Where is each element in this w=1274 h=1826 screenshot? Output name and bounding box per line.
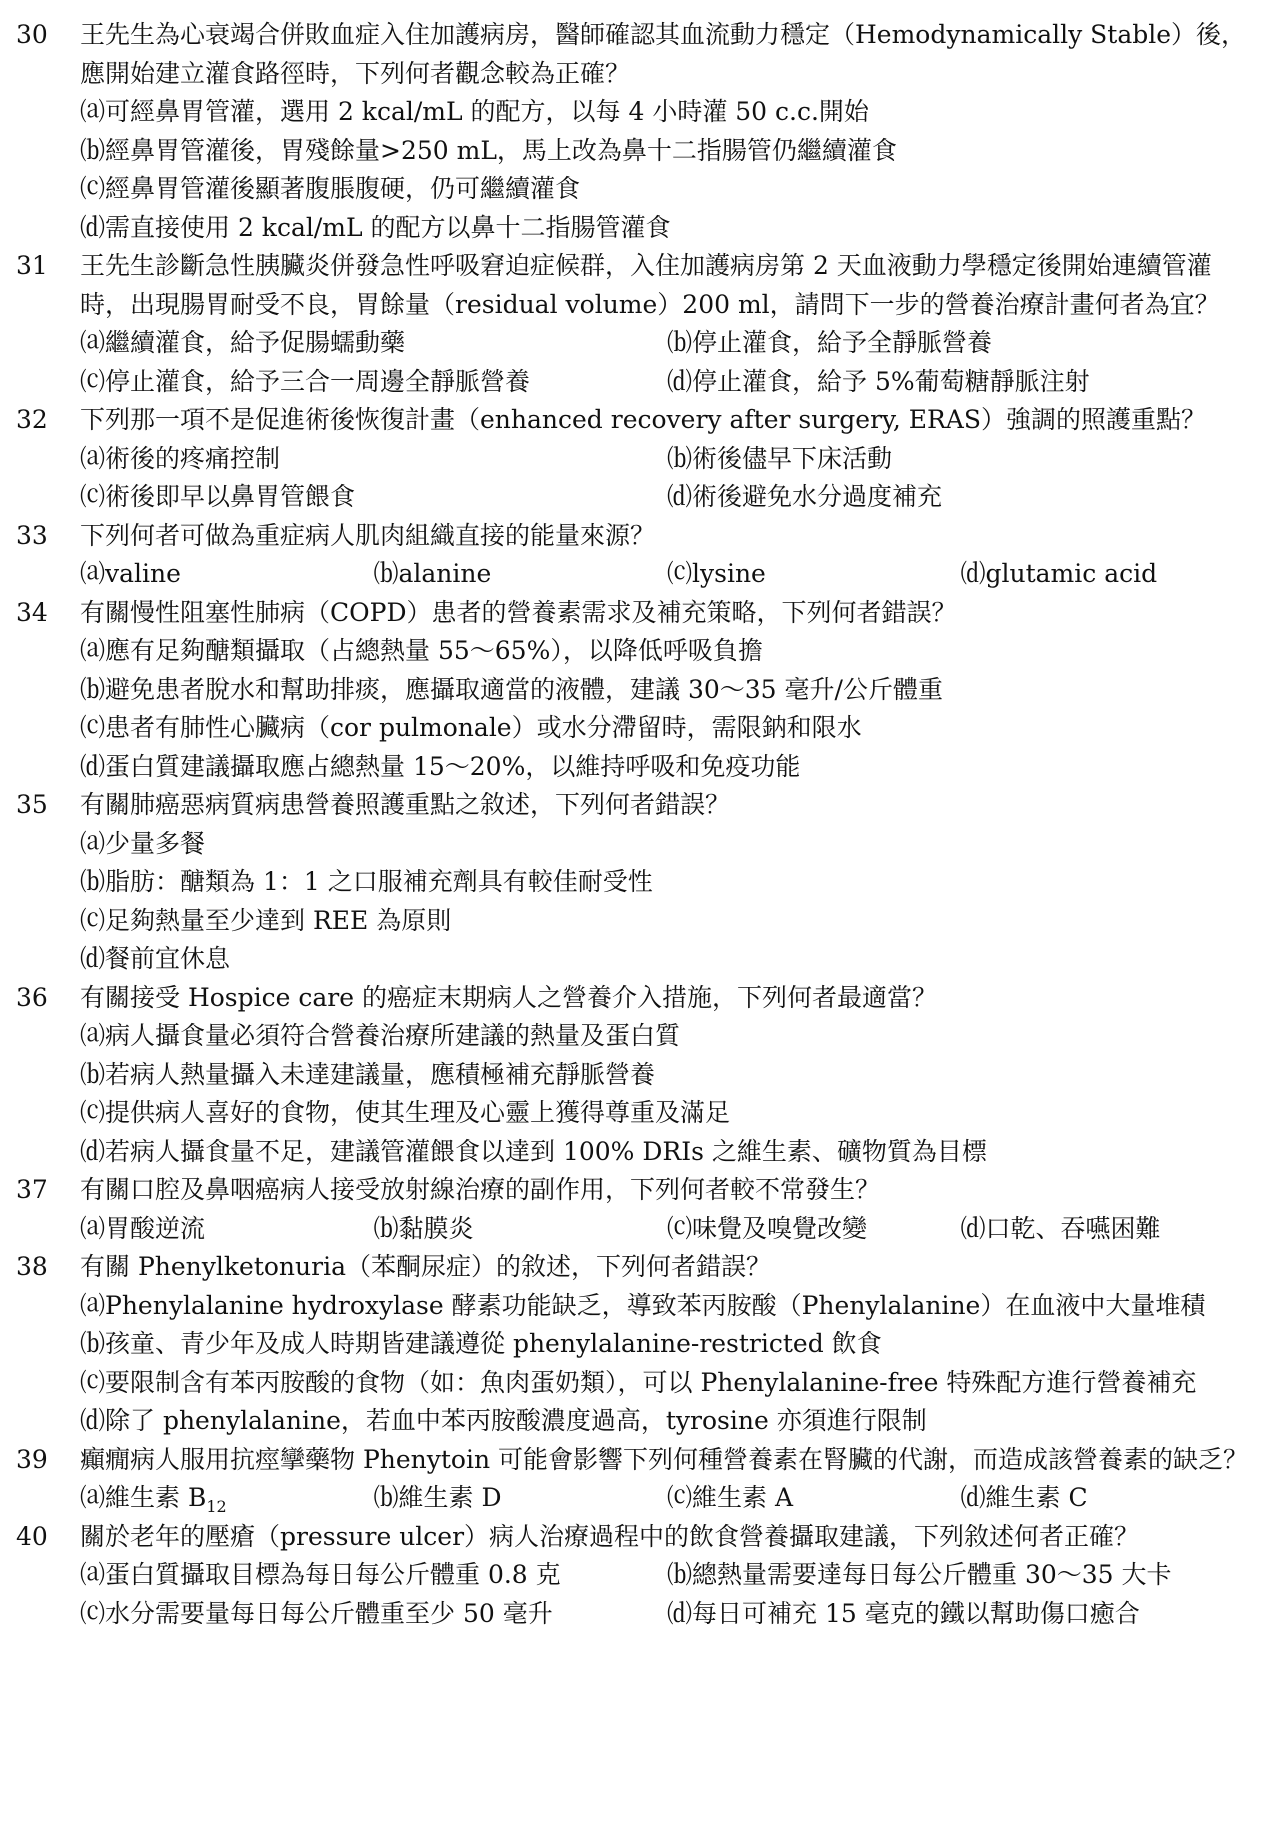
question-stem: 王先生診斷急性胰臟炎併發急性呼吸窘迫症候群，入住加護病房第 2 天血液動力學穩定後開始連續管灌時，出現腸胃耐受不良，胃餘量（residual volume）200 ml，請問下一步的營養治療計畫何者為宜？: [80, 251, 1220, 319]
question-34: [14, 594, 1254, 787]
question-stem: 有關接受 Hospice care 的癌症末期病人之營養介入措施，下列何者最適當？: [80, 982, 937, 1012]
option-a: ⒜Phenylalanine hydroxylase 酵素功能缺乏，導致苯丙胺酸（Phenylalanine）在血液中大量堆積: [80, 1290, 1206, 1320]
question-36: [14, 979, 1254, 1172]
question-stem: 關於老年的壓瘡（pressure ulcer）病人治療過程中的飲食營養攝取建議，下列敘述何者正確？: [80, 1521, 1140, 1551]
question-stem: 下列那一項不是促進術後恢復計畫（enhanced recovery after surgery, ERAS）強調的照護重點？: [80, 405, 1206, 434]
question-stem: 癲癇病人服用抗痙攣藥物 Phenytoin 可能會影響下列何種營養素在腎臟的代謝，而造成該營養素的缺乏？: [80, 1444, 1249, 1474]
option-c: ⒞維生素 A: [667, 1483, 794, 1512]
option-d: ⒟術後避免水分過度補充: [667, 482, 943, 511]
option-b: ⒝總熱量需要達每日每公斤體重 30～35 大卡: [667, 1560, 1172, 1589]
option-b: ⒝維生素 D: [373, 1483, 502, 1512]
subscript: 12: [206, 1497, 227, 1516]
option-d: ⒟停止灌食，給予 5%葡萄糖靜脈注射: [667, 366, 1090, 396]
option-a: ⒜病人攝食量必須符合營養治療所建議的熱量及蛋白質: [80, 1021, 681, 1050]
option-a: ⒜少量多餐: [80, 828, 206, 858]
option-c: ⒞水分需要量每日每公斤體重至少 50 毫升: [80, 1598, 553, 1628]
question-32: [14, 401, 1254, 517]
option-b: ⒝停止灌食，給予全靜脈營養: [667, 328, 993, 357]
option-d: ⒟除了 phenylalanine，若血中苯丙胺酸濃度過高，tyrosine 亦須進行限制: [80, 1406, 927, 1435]
option-c: ⒞足夠熱量至少達到 REE 為原則: [80, 905, 452, 935]
question-37: [14, 1171, 1254, 1248]
question-stem: 有關口腔及鼻咽癌病人接受放射線治療的副作用，下列何者較不常發生？: [80, 1175, 881, 1204]
option-a: ⒜維生素 $B_{12}$: [80, 1483, 227, 1516]
option-d: ⒟蛋白質建議攝取應占總熱量 15～20%，以維持呼吸和免疫功能: [80, 751, 801, 781]
option-a: ⒜應有足夠醣類攝取（占總熱量 55～65%），以降低呼吸負擔: [80, 636, 763, 665]
question-stem: 有關慢性阻塞性肺病（COPD）患者的營養素需求及補充策略，下列何者錯誤？: [80, 597, 957, 627]
option-d: ⒟口乾、吞嚥困難: [960, 1213, 1161, 1243]
option-a: ⒜valine: [80, 559, 181, 588]
option-c: ⒞lysine: [667, 559, 766, 588]
option-b: ⒝脂肪：醣類為 1：1 之口服補充劑具有較佳耐受性: [80, 867, 653, 896]
question-number: 40: [16, 1521, 48, 1551]
option-b: ⒝alanine: [373, 559, 492, 588]
question-stem: 有關 Phenylketonuria（苯酮尿症）的敘述，下列何者錯誤？: [80, 1252, 771, 1281]
option-d: ⒟維生素 C: [960, 1483, 1088, 1512]
option-c: ⒞要限制含有苯丙胺酸的食物（如：魚肉蛋奶類），可以 Phenylalanine-free 特殊配方進行營養補充: [80, 1367, 1197, 1397]
option-b: ⒝黏膜炎: [373, 1213, 474, 1243]
question-33: [14, 517, 1254, 594]
option-c: ⒞患者有肺性心臟病（cor pulmonale）或水分滯留時，需限鈉和限水: [80, 713, 862, 742]
question-31: [14, 247, 1254, 401]
question-number: 36: [16, 982, 48, 1012]
option-a: ⒜繼續灌食，給予促腸蠕動藥: [80, 328, 406, 357]
question-35: [14, 786, 1254, 979]
question-39: [14, 1441, 1254, 1518]
option-c: ⒞味覺及嗅覺改變: [667, 1213, 868, 1243]
option-b: ⒝術後儘早下床活動: [667, 443, 893, 473]
option-d: ⒟餐前宜休息: [80, 944, 231, 973]
option-b: ⒝孩童、青少年及成人時期皆建議遵從 phenylalanine-restricted 飲食: [80, 1329, 882, 1358]
option-d: ⒟glutamic acid: [960, 559, 1158, 588]
question-number: 35: [16, 790, 48, 819]
option-c: ⒞停止灌食，給予三合一周邊全靜脈營養: [80, 366, 531, 396]
option-d: ⒟每日可補充 15 毫克的鐵以幫助傷口癒合: [667, 1598, 1140, 1628]
option-b: ⒝避免患者脫水和幫助排痰，應攝取適當的液體，建議 30～35 毫升/公斤體重: [80, 674, 943, 704]
question-number: 38: [16, 1252, 48, 1281]
question-30: [14, 16, 1254, 247]
option-a: ⒜胃酸逆流: [80, 1213, 206, 1243]
question-number: 33: [16, 520, 48, 550]
option-d: ⒟需直接使用 2 kcal/mL 的配方以鼻十二指腸管灌食: [80, 212, 671, 242]
question-stem: 下列何者可做為重症病人肌肉組織直接的能量來源？: [80, 520, 656, 550]
question-38: [14, 1248, 1254, 1441]
option-c: ⒞術後即早以鼻胃管餵食: [80, 482, 356, 511]
question-stem: 有關肺癌惡病質病患營養照護重點之敘述，下列何者錯誤？: [80, 790, 731, 819]
option-c: ⒞經鼻胃管灌後顯著腹脹腹硬，仍可繼續灌食: [80, 174, 581, 203]
option-a: ⒜蛋白質攝取目標為每日每公斤體重 0.8 克: [80, 1560, 561, 1589]
option-d: ⒟若病人攝食量不足，建議管灌餵食以達到 100% DRIs 之維生素、礦物質為目標: [80, 1136, 987, 1166]
question-stem: 王先生為心衰竭合併敗血症入住加護病房，醫師確認其血流動力穩定（Hemodynamically Stable）後，應開始建立灌食路徑時，下列何者觀念較為正確？: [80, 20, 1247, 88]
option-a: ⒜可經鼻胃管灌，選用 2 kcal/mL 的配方，以每 4 小時灌 50 c.c.開始: [80, 97, 869, 126]
question-number: 39: [16, 1444, 48, 1474]
option-c: ⒞提供病人喜好的食物，使其生理及心靈上獲得尊重及滿足: [80, 1098, 731, 1127]
question-number: 34: [16, 597, 48, 627]
question-number: 37: [16, 1175, 48, 1204]
question-number: 31: [16, 251, 48, 280]
option-b: ⒝若病人熱量攝入未達建議量，應積極補充靜脈營養: [80, 1059, 656, 1089]
option-b: ⒝經鼻胃管灌後，胃殘餘量>250 mL，馬上改為鼻十二指腸管仍繼續灌食: [80, 135, 897, 165]
question-number: 32: [16, 405, 48, 434]
option-a: ⒜術後的疼痛控制: [80, 443, 281, 473]
question-number: 30: [16, 20, 48, 49]
question-40: [14, 1518, 1254, 1634]
